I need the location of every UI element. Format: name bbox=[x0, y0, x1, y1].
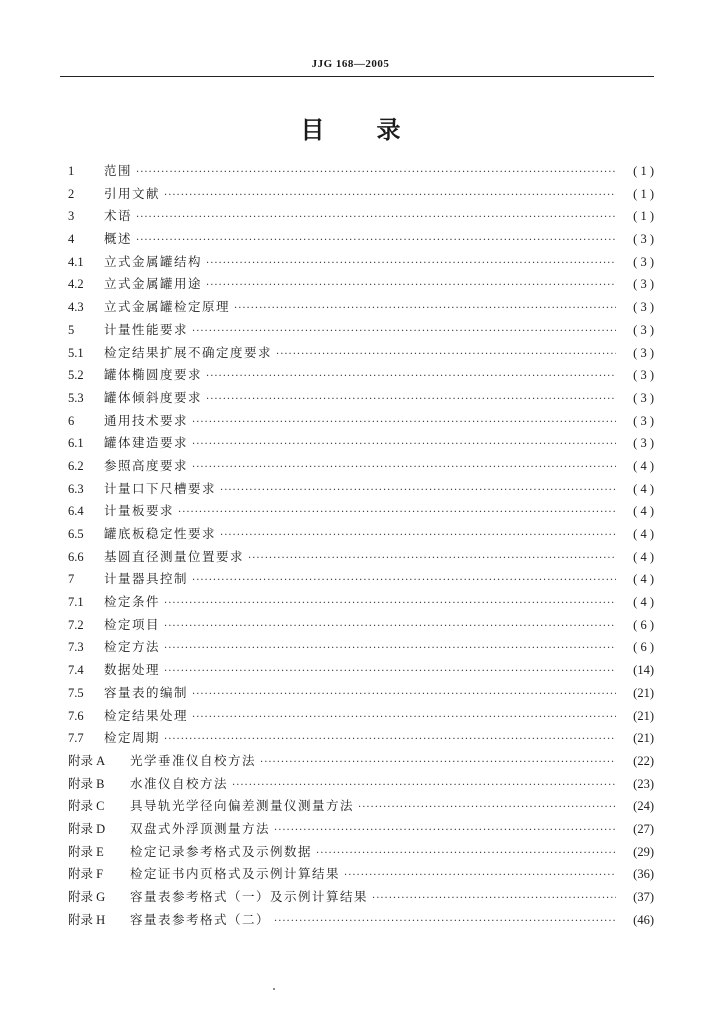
dot-leader bbox=[372, 888, 616, 911]
toc-entry-number: 附录 A bbox=[68, 753, 106, 768]
toc-entry-number: 附录 D bbox=[68, 821, 106, 836]
toc-entry[interactable] bbox=[68, 795, 654, 818]
dot-leader bbox=[248, 548, 616, 571]
toc-entry-label: 检定周期 bbox=[104, 730, 161, 746]
dot-leader bbox=[232, 775, 616, 798]
dot-leader bbox=[164, 185, 616, 208]
toc-entry-label: 计量器具控制 bbox=[104, 571, 189, 587]
toc-entry-page: ( 3 ) bbox=[633, 254, 654, 269]
toc-entry-page: ( 3 ) bbox=[633, 436, 654, 451]
dot-leader bbox=[220, 480, 616, 503]
toc-entry[interactable] bbox=[68, 636, 654, 659]
toc-entry[interactable] bbox=[68, 500, 654, 523]
toc-entry-number: 5.3 bbox=[68, 390, 84, 405]
toc-entry-label: 立式金属罐结构 bbox=[104, 253, 203, 269]
dot-leader bbox=[192, 707, 616, 730]
header-rule bbox=[60, 76, 654, 77]
toc-entry-number: 3 bbox=[68, 209, 75, 224]
toc-entry[interactable] bbox=[68, 228, 654, 251]
toc-entry-label: 容量表参考格式（一）及示例计算结果 bbox=[130, 889, 369, 904]
toc-entry-label: 基圆直径测量位置要求 bbox=[104, 548, 245, 564]
toc-entry[interactable] bbox=[68, 591, 654, 614]
toc-entry-number: 4.2 bbox=[68, 277, 84, 292]
toc-entry-number: 附录 E bbox=[68, 844, 104, 859]
dot-leader bbox=[274, 820, 616, 843]
toc-entry-label: 术语 bbox=[104, 208, 133, 224]
toc-entry-number: 7.2 bbox=[68, 617, 84, 632]
toc-entry[interactable] bbox=[68, 478, 654, 501]
dot-leader bbox=[136, 230, 616, 253]
toc-entry-page: (46) bbox=[633, 912, 654, 927]
toc-entry[interactable] bbox=[68, 523, 654, 546]
dot-leader bbox=[192, 321, 616, 344]
toc-entry-label: 通用技术要求 bbox=[104, 412, 189, 428]
toc-entry-number: 4 bbox=[68, 232, 75, 247]
toc-entry-page: (24) bbox=[633, 799, 654, 814]
dot-leader bbox=[276, 344, 616, 367]
toc-entry-number: 6 bbox=[68, 413, 75, 428]
toc-entry-page: (23) bbox=[633, 776, 654, 791]
toc-entry-page: ( 3 ) bbox=[633, 300, 654, 315]
toc-entry-page: ( 4 ) bbox=[633, 481, 654, 496]
toc-entry-page: ( 6 ) bbox=[633, 640, 654, 655]
dot-leader bbox=[164, 638, 616, 661]
toc-entry-label: 容量表参考格式（二） bbox=[130, 911, 271, 927]
toc-entry-page: (36) bbox=[633, 867, 654, 882]
toc-entry-page: ( 1 ) bbox=[633, 164, 654, 178]
toc-entry-number: 6.1 bbox=[68, 436, 84, 451]
dot-leader bbox=[178, 502, 616, 525]
toc-entry[interactable] bbox=[68, 568, 654, 591]
toc-entry[interactable] bbox=[68, 273, 654, 296]
toc-entry-page: ( 4 ) bbox=[633, 527, 654, 541]
toc-entry-number: 4.3 bbox=[68, 300, 84, 315]
toc-entry-label: 光学垂准仪自校方法 bbox=[130, 752, 257, 768]
dot-leader bbox=[164, 729, 616, 752]
toc-entry[interactable] bbox=[68, 818, 654, 841]
toc-entry[interactable] bbox=[68, 296, 654, 319]
toc-entry-label: 具导轨光学径向偏差测量仪测量方法 bbox=[130, 798, 355, 814]
toc-entry-label: 立式金属罐用途 bbox=[104, 276, 203, 292]
toc-entry-page: (21) bbox=[633, 685, 654, 700]
toc-entry-number: 7 bbox=[68, 572, 75, 587]
toc-entry-label: 双盘式外浮顶测量方法 bbox=[130, 820, 271, 836]
toc-entry[interactable] bbox=[68, 183, 654, 206]
dot-leader bbox=[164, 661, 616, 684]
dot-leader bbox=[206, 366, 616, 389]
toc-entry[interactable] bbox=[68, 364, 654, 387]
toc-entry-number: 2 bbox=[68, 186, 75, 201]
dot-leader bbox=[206, 275, 616, 298]
toc-entry-number: 7.1 bbox=[68, 595, 84, 610]
dot-leader bbox=[136, 162, 616, 185]
toc-entry-number: 5 bbox=[68, 322, 75, 337]
table-of-contents bbox=[68, 160, 654, 931]
dot-leader bbox=[192, 570, 616, 593]
toc-entry-label: 罐底板稳定性要求 bbox=[104, 526, 217, 541]
dot-leader bbox=[316, 843, 616, 866]
toc-entry-label: 参照高度要求 bbox=[104, 457, 189, 473]
toc-entry-page: ( 4 ) bbox=[633, 458, 654, 473]
toc-entry-page: (27) bbox=[633, 821, 654, 836]
toc-entry[interactable] bbox=[68, 750, 654, 773]
toc-entry-page: (14) bbox=[633, 663, 654, 678]
toc-entry-number: 附录 B bbox=[68, 776, 105, 791]
toc-entry-page: (22) bbox=[633, 753, 654, 768]
toc-entry-label: 范围 bbox=[104, 163, 133, 178]
dot-leader bbox=[206, 253, 616, 276]
toc-entry-number: 1 bbox=[68, 164, 75, 178]
toc-entry-number: 4.1 bbox=[68, 254, 84, 269]
toc-entry-number: 7.5 bbox=[68, 685, 84, 700]
toc-entry-number: 6.6 bbox=[68, 549, 84, 564]
toc-entry-page: ( 4 ) bbox=[633, 504, 654, 519]
toc-title: 目录 bbox=[300, 116, 453, 144]
toc-entry[interactable] bbox=[68, 251, 654, 274]
toc-entry-page: (29) bbox=[633, 844, 654, 859]
dot-leader bbox=[234, 298, 616, 321]
toc-entry-page: ( 3 ) bbox=[633, 232, 654, 247]
dot-leader bbox=[192, 412, 616, 435]
toc-entry-label: 检定证书内页格式及示例计算结果 bbox=[130, 866, 341, 882]
toc-entry[interactable] bbox=[68, 342, 654, 365]
toc-entry-number: 附录 C bbox=[68, 799, 105, 814]
dot-leader bbox=[206, 389, 616, 412]
toc-entry-label: 罐体建造要求 bbox=[104, 435, 189, 451]
dot-leader bbox=[260, 752, 616, 775]
toc-entry-label: 计量板要求 bbox=[104, 503, 175, 519]
toc-entry-label: 检定结果处理 bbox=[104, 707, 189, 723]
toc-entry-label: 立式金属罐检定原理 bbox=[104, 299, 231, 315]
toc-entry-page: ( 3 ) bbox=[633, 277, 654, 292]
toc-entry-label: 检定结果扩展不确定度要求 bbox=[104, 344, 273, 360]
toc-entry[interactable] bbox=[68, 841, 654, 864]
toc-entry-label: 概述 bbox=[104, 231, 133, 247]
toc-entry[interactable] bbox=[68, 387, 654, 410]
toc-entry-page: ( 6 ) bbox=[633, 617, 654, 632]
toc-entry-page: ( 3 ) bbox=[633, 322, 654, 337]
toc-entry-page: ( 4 ) bbox=[633, 595, 654, 610]
dot-leader bbox=[192, 457, 616, 480]
toc-entry[interactable] bbox=[68, 432, 654, 455]
toc-entry-page: ( 3 ) bbox=[633, 413, 654, 428]
toc-entry-page: ( 4 ) bbox=[633, 549, 654, 564]
toc-entry-page: ( 4 ) bbox=[633, 572, 654, 587]
toc-entry-label: 检定记录参考格式及示例数据 bbox=[130, 843, 313, 859]
dot-leader bbox=[192, 434, 616, 457]
toc-entry-page: ( 3 ) bbox=[633, 345, 654, 360]
toc-entry-page: ( 1 ) bbox=[633, 209, 654, 224]
toc-entry[interactable] bbox=[68, 410, 654, 433]
toc-entry-label: 检定项目 bbox=[104, 616, 161, 632]
toc-entry-page: (21) bbox=[633, 731, 654, 746]
toc-entry-label: 罐体倾斜度要求 bbox=[104, 389, 203, 405]
toc-entry-number: 6.3 bbox=[68, 481, 84, 496]
dot-leader bbox=[274, 911, 616, 934]
toc-entry-number: 7.4 bbox=[68, 663, 84, 678]
toc-entry-number: 6.2 bbox=[68, 458, 84, 473]
toc-entry[interactable] bbox=[68, 773, 654, 796]
toc-entry[interactable] bbox=[68, 659, 654, 682]
toc-entry[interactable] bbox=[68, 863, 654, 886]
toc-entry-label: 检定条件 bbox=[104, 594, 161, 610]
toc-entry-label: 罐体椭圆度要求 bbox=[104, 367, 203, 383]
dot-leader bbox=[344, 865, 616, 888]
page-speck bbox=[273, 988, 275, 990]
toc-entry-label: 引用文献 bbox=[104, 185, 161, 201]
toc-entry[interactable] bbox=[68, 319, 654, 342]
dot-leader bbox=[164, 593, 616, 616]
toc-entry[interactable] bbox=[68, 614, 654, 637]
toc-entry-label: 水准仪自校方法 bbox=[130, 775, 229, 791]
dot-leader bbox=[192, 684, 616, 707]
toc-entry-label: 计量性能要求 bbox=[104, 321, 189, 337]
toc-entry-number: 5.2 bbox=[68, 368, 84, 383]
toc-entry-page: ( 3 ) bbox=[633, 390, 654, 405]
toc-entry-number: 附录 F bbox=[68, 867, 104, 882]
toc-entry[interactable] bbox=[68, 886, 654, 909]
toc-entry-number: 6.5 bbox=[68, 527, 84, 541]
toc-entry[interactable] bbox=[68, 727, 654, 750]
toc-entry[interactable] bbox=[68, 705, 654, 728]
dot-leader bbox=[220, 525, 616, 548]
toc-entry-number: 6.4 bbox=[68, 504, 84, 519]
toc-entry[interactable] bbox=[68, 455, 654, 478]
toc-entry[interactable] bbox=[68, 909, 654, 932]
toc-entry[interactable] bbox=[68, 160, 654, 183]
toc-entry-page: (21) bbox=[633, 708, 654, 723]
toc-entry-page: ( 3 ) bbox=[633, 368, 654, 383]
toc-entry[interactable] bbox=[68, 682, 654, 705]
toc-entry-number: 5.1 bbox=[68, 345, 84, 360]
toc-entry-number: 附录 G bbox=[68, 890, 106, 904]
toc-entry-page: ( 1 ) bbox=[633, 186, 654, 201]
toc-entry[interactable] bbox=[68, 546, 654, 569]
dot-leader bbox=[136, 207, 616, 230]
toc-entry-number: 7.6 bbox=[68, 708, 84, 723]
toc-entry-number: 7.3 bbox=[68, 640, 84, 655]
toc-entry-number: 附录 H bbox=[68, 912, 106, 927]
toc-entry-number: 7.7 bbox=[68, 731, 84, 746]
toc-entry-label: 容量表的编制 bbox=[104, 684, 189, 700]
document-code-header: JJG 168—2005 bbox=[311, 58, 390, 70]
dot-leader bbox=[164, 616, 616, 639]
toc-entry-label: 计量口下尺槽要求 bbox=[104, 480, 217, 496]
toc-entry-label: 检定方法 bbox=[104, 639, 161, 655]
toc-entry-label: 数据处理 bbox=[104, 662, 161, 678]
toc-entry-page: (37) bbox=[633, 890, 654, 904]
toc-entry[interactable] bbox=[68, 205, 654, 228]
dot-leader bbox=[358, 797, 616, 820]
